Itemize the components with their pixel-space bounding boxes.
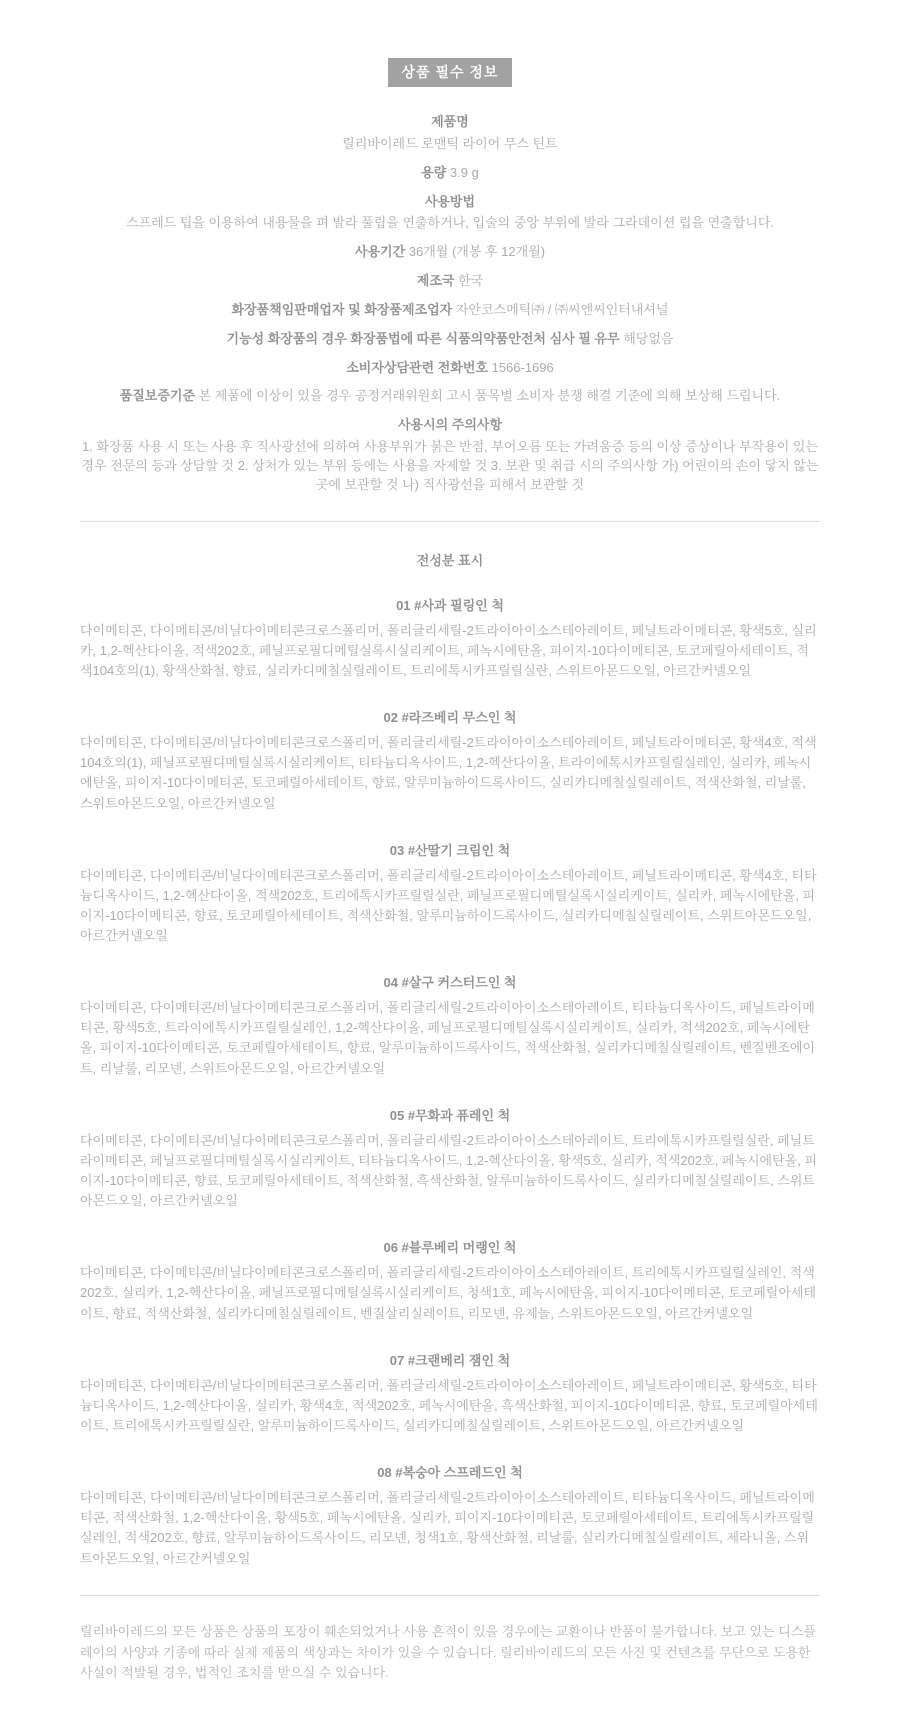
info-row-value: 릴리바이레드 로맨틱 라이어 무스 틴트 bbox=[342, 135, 558, 151]
ingredient-item bbox=[80, 707, 820, 814]
section-divider bbox=[80, 1595, 820, 1596]
ingredient-item-heading: 01 #사과 필링인 척 bbox=[396, 597, 504, 613]
info-row bbox=[80, 272, 820, 291]
product-info-list bbox=[80, 113, 820, 495]
info-row-label: 품질보증기준 bbox=[119, 388, 196, 404]
info-row-value: 3.9 g bbox=[449, 164, 479, 180]
ingredient-item bbox=[80, 1237, 820, 1323]
ingredient-item-body: 다이메티콘, 다이메티콘/비닐다이메티콘크로스폴리머, 폴리글리세릴-2트라이아이소스테아레이트, 페닐트라이메티콘, 황색5호, 실리카, 1,2-헥산다이올, 적색202호, 페닐프로필디메틸실록시실리케이트, 페녹시에탄올, 피이지-10다이메티콘, 토코페릴아세테이트, 적색104호의(1), 황색산화철, 향료, 실리카디메칠실릴레이트, 트리에톡시카프릴릴실란, 스위트아몬드오일, 아르간커넬오일 bbox=[80, 622, 817, 678]
ingredient-item-heading: 07 #크랜베리 잼인 척 bbox=[389, 1352, 511, 1368]
ingredient-item bbox=[80, 595, 820, 681]
info-row-label: 제품명 bbox=[431, 114, 469, 129]
ingredient-item bbox=[80, 1350, 820, 1436]
ingredient-item-heading: 04 #살구 커스터드인 척 bbox=[383, 975, 517, 991]
ingredient-item-heading: 03 #산딸기 크림인 척 bbox=[389, 842, 511, 858]
info-row-label: 기능성 화장품의 경우 화장품법에 따른 식품의약품안전처 심사 필 유무 bbox=[226, 330, 620, 346]
ingredient-item bbox=[80, 972, 820, 1079]
info-row-value: 스프레드 팁을 이용하여 내용물을 펴 발라 풀립을 연출하거나, 입술의 중앙 부위에 발라 그라데이션 립을 연출합니다. bbox=[125, 215, 775, 231]
info-row bbox=[80, 243, 820, 262]
ingredient-item-body: 다이메티콘, 다이메티콘/비닐다이메티콘크로스폴리머, 폴리글리세릴-2트라이아이소스테아레이트, 페닐트라이메티콘, 황색5호, 티타늄디옥사이드, 1,2-헥산다이올, 실리카, 황색4호, 적색202호, 페녹시에탄올, 흑색산화철, 피이지-10다이메티콘, 향료, 토코페릴아세테이트, 트리에톡시카프릴릴실란, 알루미늄하이드록사이드, 실리카디메칠실릴레이트, 스위트아몬드오일, 아르간커넬오일 bbox=[80, 1377, 818, 1434]
badge-container bbox=[80, 58, 820, 87]
policy-footer-text: 릴리바이레드의 모든 상품은 상품의 포장이 훼손되었거나 사용 흔적이 있을 경우에는 교환이나 반품이 불가합니다. 보고 있는 디스플레이의 사양과 기종에 따라 실제 제품의 색상과는 차이가 있을 수 있습니다. 릴리바이레드의 모든 사진 및 컨텐츠를 무단으로 도용한 사실이 적발될 경우, 법적인 조치를 받으실 수 있습니다. bbox=[80, 1623, 816, 1681]
info-row bbox=[80, 387, 820, 406]
ingredient-item-heading: 02 #라즈베리 무스인 척 bbox=[383, 710, 517, 726]
ingredient-item-body: 다이메티콘, 다이메티콘/비닐다이메티콘크로스폴리머, 폴리글리세릴-2트라이아이소스테아레이트, 트리에톡시카프릴릴실레인, 적색202호, 실리카, 1,2-헥산다이올, 페닐프로필디메틸실록시실리케이트, 청색1호, 페녹시에탄올, 피이지-10다이메티콘, 토코페릴아세테이트, 향료, 적색산화철, 실리카디메칠실릴레이트, 벤질살리실레이트, 리모넨, 유제놀, 스위트아몬드오일, 아르간커넬오일 bbox=[80, 1265, 817, 1321]
ingredients-list bbox=[80, 595, 820, 1569]
info-row-value: 1. 화장품 사용 시 또는 사용 후 직사광선에 의하여 사용부위가 붉은 반점, 부어오름 또는 가려움증 등의 이상 증상이나 부작용이 있는 경우 전문의 등과 상담할 것 2. 상처가 있는 부위 등에는 사용을 자제할 것 3. 보관 및 취급 시의 주의사항 가) 어린이의 손이 닿지 않는 곳에 보관할 것 나) 직사광선을 피해서 보관할 것 bbox=[81, 439, 819, 492]
ingredient-item-body: 다이메티콘, 다이메티콘/비닐다이메티콘크로스폴리머, 폴리글리세릴-2트라이아이소스테아레이트, 페닐트라이메티콘, 황색4호, 티타늄디옥사이드, 1,2-헥산다이올, 적색202호, 트리에톡시카프릴릴실란, 페닐프로필디메틸실록시실리케이트, 실리카, 페녹시에탄올, 피이지-10다이메티콘, 향료, 토코페릴아세테이트, 적색산화철, 알루미늄하이드록사이드, 실리카디메칠실릴레이트, 스위트아몬드오일, 아르간커넬오일 bbox=[80, 867, 817, 944]
ingredient-item bbox=[80, 1462, 820, 1569]
info-row-label: 사용방법 bbox=[424, 193, 476, 209]
info-row-value: 1566-1696 bbox=[491, 359, 554, 375]
section-divider bbox=[80, 521, 820, 522]
ingredient-item-heading: 05 #무화과 퓨레인 척 bbox=[389, 1107, 511, 1123]
ingredient-item-heading: 06 #블루베리 머랭인 척 bbox=[383, 1240, 517, 1256]
info-row bbox=[80, 330, 820, 349]
info-row-value: 한국 bbox=[458, 273, 484, 289]
info-row-value: 해당없음 bbox=[623, 330, 674, 346]
info-row-label: 용량 bbox=[421, 164, 447, 180]
info-row bbox=[80, 113, 820, 154]
info-row-value: 자안코스메틱㈜ / ㈜씨엔씨인터내셔널 bbox=[455, 301, 669, 317]
ingredient-item-body: 다이메티콘, 다이메티콘/비닐다이메티콘크로스폴리머, 폴리글리세릴-2트라이아이소스테아레이트, 트리에톡시카프릴릴실란, 페닐트라이메티콘, 페닐프로필디메틸실록시실리케이트, 티타늄디옥사이드, 1,2-헥산다이올, 황색5호, 실리카, 적색202호, 페녹시에탄올, 피이지-10다이메티콘, 향료, 토코페릴아세테이트, 적색산화철, 흑색산화철, 알루미늄하이드록사이드, 실리카디메칠실릴레이트, 스위트아몬드오일, 아르간커넬오일 bbox=[80, 1132, 818, 1209]
ingredient-item bbox=[80, 1105, 820, 1212]
info-row-label: 제조국 bbox=[416, 273, 455, 289]
ingredient-item-body: 다이메티콘, 다이메티콘/비닐다이메티콘크로스폴리머, 폴리글리세릴-2트라이아이소스테아레이트, 티타늄디옥사이드, 페닐트라이메티콘, 황색5호, 트라이에톡시카프릴릴실레인, 1,2-헥산다이올, 페닐프로필디메틸실록시실리케이트, 실리카, 적색202호, 페녹시에탄올, 피이지-10다이메티콘, 토코페릴아세테이트, 향료, 알루미늄하이드록사이드, 적색산화철, 실리카디메칠실릴레이트, 벤질벤조에이트, 리날룰, 리모넨, 스위트아몬드오일, 아르간커넬오일 bbox=[80, 1000, 815, 1076]
ingredient-item-body: 다이메티콘, 다이메티콘/비닐다이메티콘크로스폴리머, 폴리글리세릴-2트라이아이소스테아레이트, 페닐트라이메티콘, 황색4호, 적색104호의(1), 페닐프로필디메틸실록시실리케이트, 티타늄디옥사이드, 1,2-헥산다이올, 트라이에톡시카프릴릴실레인, 실리카, 페녹시에탄올, 피이지-10다이메티콘, 토코페릴아세테이트, 향료, 알루미늄하이드록사이드, 실리카디메칠실릴레이트, 적색산화철, 리날룰, 스위트아몬드오일, 아르간커넬오일 bbox=[80, 735, 817, 811]
info-row-label: 소비자상담관련 전화번호 bbox=[346, 359, 488, 375]
info-row bbox=[80, 301, 820, 320]
info-row-value: 본 제품에 이상이 있을 경우 공정거래위원회 고시 품목별 소비자 분쟁 해결 기준에 의해 보상해 드립니다. bbox=[198, 388, 781, 404]
info-row bbox=[80, 164, 820, 183]
info-row bbox=[80, 359, 820, 378]
ingredients-title: 전성분 표시 bbox=[416, 552, 484, 568]
ingredient-item-heading: 08 #복숭아 스프레드인 척 bbox=[377, 1465, 523, 1481]
info-row bbox=[80, 193, 820, 234]
info-row-value: 36개월 (개봉 후 12개월) bbox=[408, 244, 546, 260]
info-row-label: 사용시의 주의사항 bbox=[397, 417, 503, 433]
section-badge: 상품 필수 정보 bbox=[388, 58, 513, 87]
ingredient-item bbox=[80, 840, 820, 947]
info-row-label: 화장품책임판매업자 및 화장품제조업자 bbox=[231, 301, 453, 317]
ingredient-item-body: 다이메티콘, 다이메티콘/비닐다이메티콘크로스폴리머, 폴리글리세릴-2트라이아이소스테아레이트, 티타늄디옥사이드, 페닐트라이메티콘, 적색산화철, 1,2-헥산다이올, 황색5호, 페녹시에탄올, 실리카, 피이지-10다이메티콘, 토코페릴아세테이트, 트리에톡시카프릴릴실레인, 적색202호, 향료, 알루미늄하이드록사이드, 리모넨, 청색1호, 황색산화철, 리날룰, 실리카디메칠실릴레이트, 제라니올, 스위트아몬드오일, 아르간커넬오일 bbox=[80, 1490, 815, 1566]
ingredients-section bbox=[80, 550, 820, 1569]
info-row-label: 사용기간 bbox=[354, 244, 406, 260]
info-row bbox=[80, 416, 820, 494]
